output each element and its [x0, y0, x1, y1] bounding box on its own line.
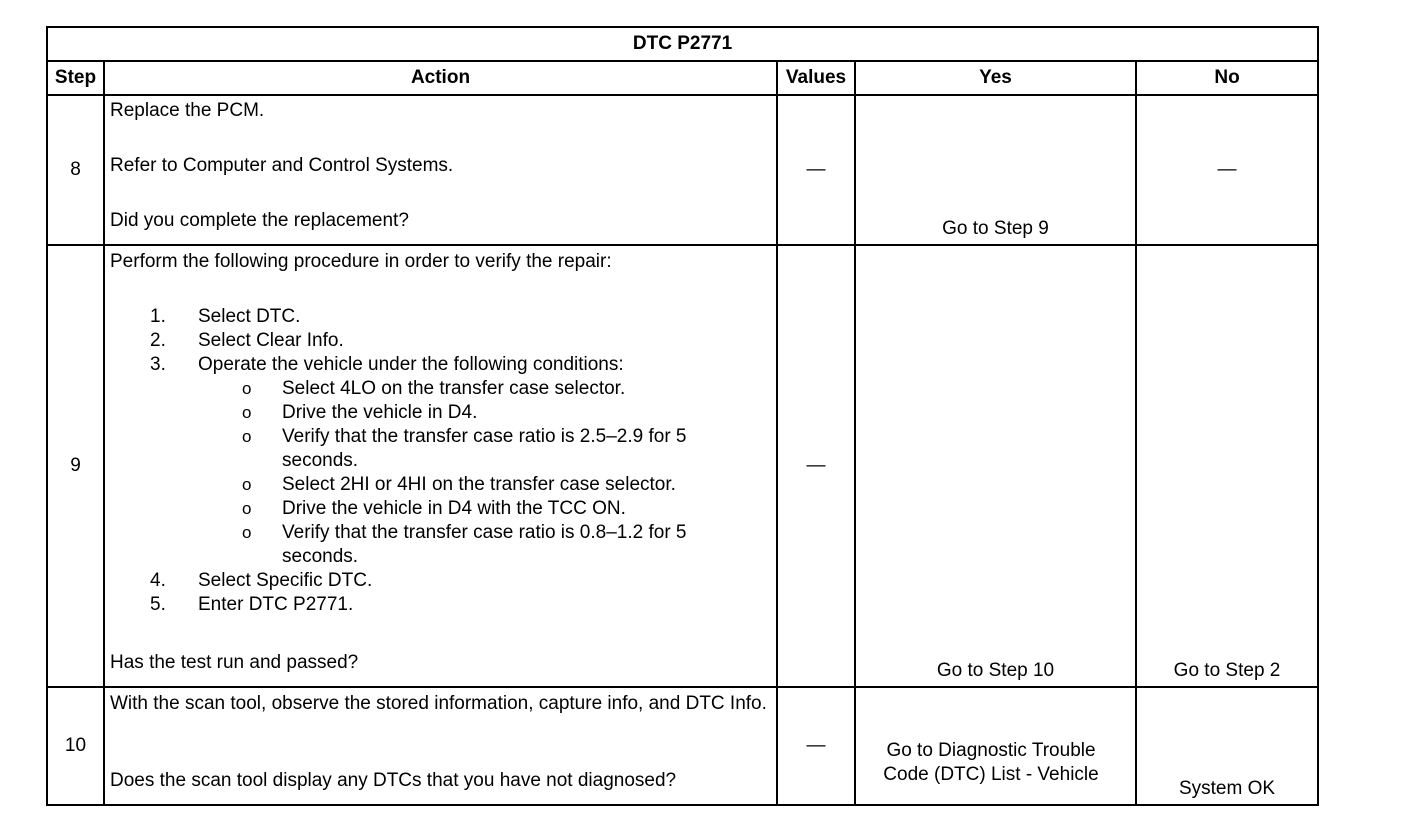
list-item: 5. Enter DTC P2771.	[150, 594, 354, 615]
header-values: Values	[777, 61, 855, 95]
list-item: o Drive the vehicle in D4.	[242, 402, 478, 423]
yes-cell: Go to Step 10	[855, 245, 1136, 687]
yes-cell: Go to Step 9	[855, 95, 1136, 245]
header-action: Action	[104, 61, 777, 95]
yes-cell	[855, 687, 1136, 805]
circle-bullet-icon: o	[242, 475, 252, 494]
step-number: 10	[47, 687, 104, 805]
list-item: 3. Operate the vehicle under the following conditions: o Select 4LO on the transfer case selector. o Drive the vehicle in D4. o Verify that the transfer case ratio is 2.5–2.9 for 5 seconds. o Select 2HI or 4HI on the transfer case selector. o Drive the vehicle in D4 with the TCC ON. o Verify that the transfer case ratio is 0.8–1.2 for 5 seconds.	[198, 353, 772, 569]
values-cell: —	[777, 245, 855, 687]
action-intro: Perform the following procedure in order to verify the repair:	[110, 251, 612, 272]
step-number: 8	[47, 95, 104, 245]
action-question: Did you complete the replacement?	[110, 210, 409, 231]
action-question: Does the scan tool display any DTCs that you have not diagnosed?	[110, 770, 677, 791]
values-cell: —	[777, 687, 855, 805]
condition-list	[198, 377, 772, 569]
no-cell: System OK	[1136, 687, 1318, 805]
action-cell	[104, 95, 777, 245]
circle-bullet-icon: o	[242, 523, 252, 542]
list-item: o Select 4LO on the transfer case selector.	[242, 378, 626, 399]
list-item: 2. Select Clear Info.	[150, 330, 344, 351]
no-cell: Go to Step 2	[1136, 245, 1318, 687]
list-item: 4. Select Specific DTC.	[150, 570, 373, 591]
step-number: 9	[47, 245, 104, 687]
action-text: Replace the PCM.	[110, 100, 265, 121]
list-item: o Verify that the transfer case ratio is 0.8–1.2 for 5 seconds.	[242, 522, 687, 567]
list-item: 1. Select DTC.	[150, 306, 301, 327]
table-title: DTC P2771	[47, 27, 1318, 61]
circle-bullet-icon: o	[242, 379, 252, 398]
table-row	[47, 245, 1318, 687]
table-row	[47, 95, 1318, 245]
action-text: Refer to Computer and Control Systems.	[110, 155, 454, 176]
yes-link-text: Go to Diagnostic Trouble Code (DTC) List - Vehicle	[883, 740, 1099, 785]
values-cell: —	[777, 95, 855, 245]
circle-bullet-icon: o	[242, 403, 252, 422]
action-cell	[104, 245, 777, 687]
dtc-table	[46, 26, 1319, 806]
header-step: Step	[47, 61, 104, 95]
no-cell: —	[1136, 95, 1318, 245]
procedure-list	[110, 305, 772, 617]
action-text: With the scan tool, observe the stored information, capture info, and DTC Info.	[110, 693, 767, 714]
list-item: o Select 2HI or 4HI on the transfer case selector.	[242, 474, 676, 495]
header-no: No	[1136, 61, 1318, 95]
action-question: Has the test run and passed?	[110, 652, 359, 673]
header-yes: Yes	[855, 61, 1136, 95]
action-cell	[104, 687, 777, 805]
circle-bullet-icon: o	[242, 499, 252, 518]
circle-bullet-icon: o	[242, 427, 252, 446]
list-item: o Drive the vehicle in D4 with the TCC ON.	[242, 498, 626, 519]
table-row	[47, 687, 1318, 805]
list-item: o Verify that the transfer case ratio is 2.5–2.9 for 5 seconds.	[242, 426, 687, 471]
